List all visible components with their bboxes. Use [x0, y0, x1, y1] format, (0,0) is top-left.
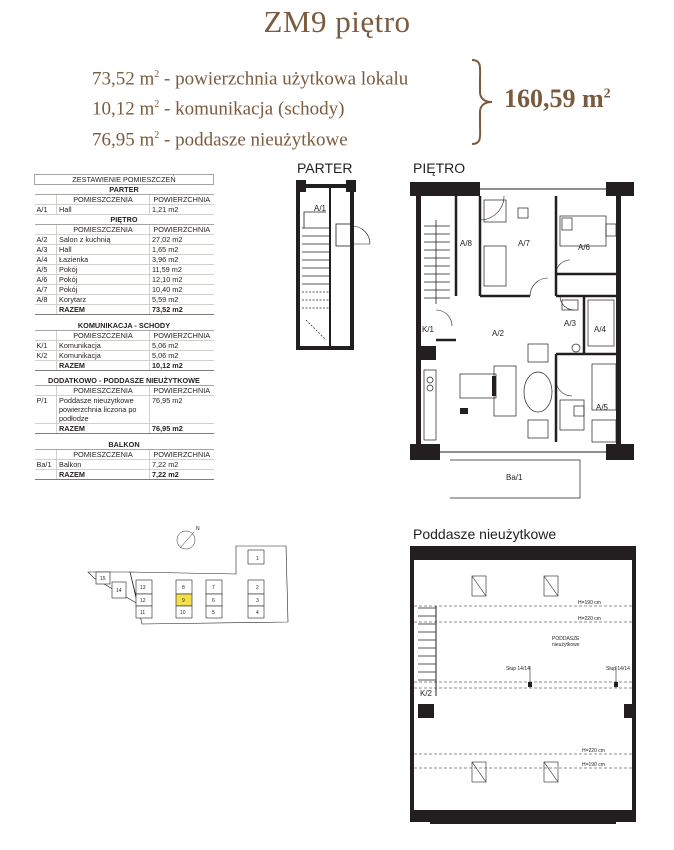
- room-label: A/3: [564, 319, 577, 328]
- col-header-room: POMIESZCZENIA: [57, 330, 150, 340]
- site-unit-label: 4: [256, 610, 259, 616]
- room-label: K/2: [420, 689, 433, 698]
- site-unit-label: 10: [180, 610, 186, 616]
- section-header: PIĘTRO: [35, 215, 214, 225]
- room-label: A/6: [578, 243, 591, 252]
- poddasze-label: Poddasze nieużytkowe: [413, 526, 557, 542]
- parter-label: PARTER: [297, 160, 353, 176]
- pietro-label: PIĘTRO: [413, 160, 466, 176]
- poddasze-floor-plan: [410, 546, 636, 844]
- room-label: Ba/1: [506, 473, 523, 482]
- col-header-area: POWIERZCHNIA: [150, 449, 214, 459]
- rooms-table: [34, 174, 214, 480]
- site-unit-label: 6: [212, 598, 215, 604]
- col-header-area: POWIERZCHNIA: [150, 330, 214, 340]
- sum-row: RAZEM 7,22 m2: [35, 469, 214, 479]
- table-row: A/6 Pokój 12,10 m2: [35, 275, 214, 285]
- pietro-floor-plan: [410, 180, 636, 502]
- site-unit-label: 7: [212, 585, 215, 591]
- north-label: N: [196, 526, 200, 532]
- col-header-room: POMIESZCZENIA: [57, 195, 150, 205]
- total-area: 160,59 $m^2$: [504, 84, 611, 113]
- table-row: Ba/1 Balkon 7,22 m2: [35, 459, 214, 469]
- col-header-room: POMIESZCZENIA: [57, 225, 150, 235]
- post-label: Słup 14/14: [606, 666, 630, 672]
- room-label: A/2: [492, 329, 505, 338]
- table-row: K/2 Komunikacja 5,06 m2: [35, 350, 214, 360]
- sum-row: RAZEM 73,52 m2: [35, 305, 214, 315]
- curly-brace-icon: [468, 58, 496, 146]
- room-label: A/4: [594, 325, 607, 334]
- area-line-usable: 73,52 $m^2$ - powierzchnia użytkowa lokalu: [92, 68, 409, 90]
- section-header: KOMUNIKACJA - SCHODY: [35, 321, 214, 331]
- col-header-room: POMIESZCZENIA: [57, 449, 150, 459]
- parter-floor-plan: [296, 180, 386, 352]
- height-label: H=190 cm: [582, 762, 605, 768]
- table-row: A/2 Salon z kuchnią 27,02 m2: [35, 235, 214, 245]
- site-unit-highlight-label: 9: [182, 598, 185, 604]
- room-label: A/1: [314, 204, 327, 213]
- table-row: A/5 Pokój 11,59 m2: [35, 265, 214, 275]
- col-header-area: POWIERZCHNIA: [150, 386, 214, 396]
- table-row: A/3 Hall 1,65 m2: [35, 245, 214, 255]
- site-unit-label: 3: [256, 598, 259, 604]
- area-summary: [92, 62, 408, 153]
- table-row: K/1 Komunikacja 5,06 m2: [35, 340, 214, 350]
- page-title: ZM9 piętro: [263, 4, 411, 39]
- room-label: A/8: [460, 239, 473, 248]
- site-unit-label: 2: [256, 585, 259, 591]
- site-map: [86, 520, 296, 636]
- room-label: A/7: [518, 239, 531, 248]
- attic-room-sublabel: nieużytkowe: [552, 642, 580, 648]
- site-unit-label: 8: [182, 585, 185, 591]
- area-line-communication: 10,12 $m^2$ - komunikacja (schody): [92, 98, 345, 120]
- room-label: K/1: [422, 325, 435, 334]
- table-row: A/1 Hall 1,21 m2: [35, 205, 214, 215]
- table-row: A/7 Pokój 10,40 m2: [35, 285, 214, 295]
- height-label: H=220 cm: [578, 616, 601, 622]
- sum-row: RAZEM 10,12 m2: [35, 360, 214, 370]
- site-unit-label: 11: [140, 610, 146, 616]
- site-unit-label: 14: [116, 588, 122, 594]
- col-header-area: POWIERZCHNIA: [150, 195, 214, 205]
- col-header-area: POWIERZCHNIA: [150, 225, 214, 235]
- room-label: A/5: [596, 403, 609, 412]
- table-row: P/1 Poddasze nieużytkowe powierzchnia liczona po podłodze 76,95 m2: [35, 396, 214, 424]
- post-label: Słup 14/14: [506, 666, 530, 672]
- table-title: ZESTAWIENIE POMIESZCZEŃ: [35, 175, 214, 185]
- site-unit-label: 12: [140, 598, 146, 604]
- sum-row: RAZEM 76,95 m2: [35, 424, 214, 434]
- area-line-attic: 76,95 $m^2$ - poddasze nieużytkowe: [92, 128, 348, 150]
- height-label: H=220 cm: [582, 748, 605, 754]
- section-header: PARTER: [35, 185, 214, 195]
- table-row: A/8 Korytarz 5,59 m2: [35, 295, 214, 305]
- site-unit-label: 15: [100, 576, 106, 582]
- section-header: BALKON: [35, 440, 214, 450]
- table-row: A/4 Łazienka 3,96 m2: [35, 255, 214, 265]
- col-header-room: POMIESZCZENIA: [57, 386, 150, 396]
- site-unit-label: 5: [212, 610, 215, 616]
- attic-room-label: PODDASZE: [552, 636, 580, 642]
- height-label: H=190 cm: [578, 600, 601, 606]
- site-unit-label: 1: [256, 556, 259, 562]
- site-unit-label: 13: [140, 585, 146, 591]
- section-header: DODATKOWO - PODDASZE NIEUŻYTKOWE: [35, 376, 214, 386]
